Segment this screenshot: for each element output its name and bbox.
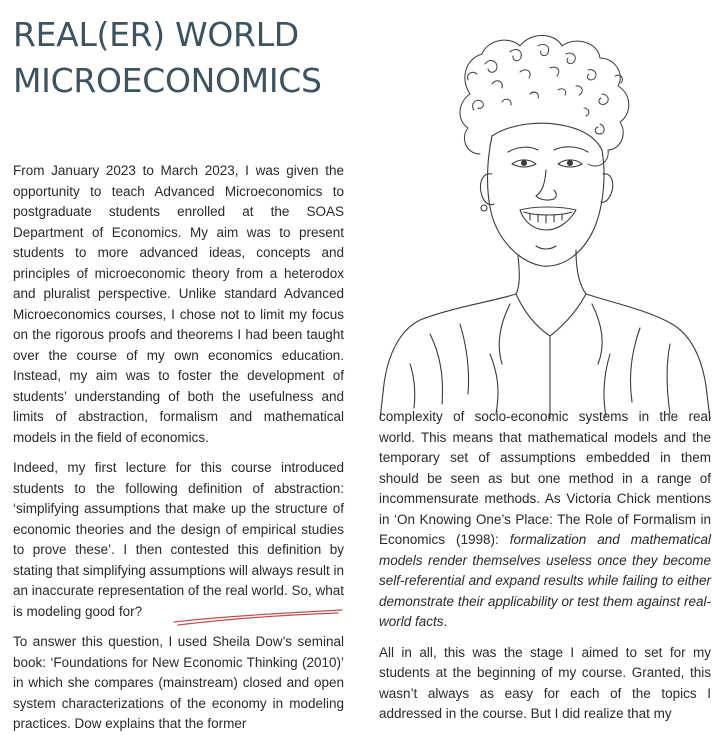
face-outline xyxy=(480,123,612,266)
right-paragraph-1-text: complexity of socio-economic systems in the real world. This means that mathematical models and the temporary set of assumptions embedded in them should be seen as but one method in a range of incommensurate methods. As Victoria Chick mentions in ‘On Knowing One’s Place: The Role of Formalism in Economics (1998): xyxy=(379,409,711,547)
title-line-2: MICROECONOMICS xyxy=(13,61,322,100)
right-column xyxy=(379,407,711,725)
portrait-illustration xyxy=(370,24,720,424)
article-title xyxy=(13,12,322,104)
chick-quote: formalization and mathematical models render themselves useless once they become self-referential and expand results while failing to either demonstrate their applicability or test them against real-world facts xyxy=(379,532,711,629)
left-paragraph-1: From January 2023 to March 2023, I was given the opportunity to teach Advanced Microeconomics to postgraduate students enrolled at the SOAS Department of Economics. My aim was to present students to more advanced ideas, concepts and principles of microeconomic theory from a heterodox and pluralist perspective. Unlike standard Advanced Microeconomics courses, I chose not to limit my focus on the rigorous proofs and theorems I had been taught over the course of my own economics education. Instead, my aim was to foster the development of students’ understanding of both the usefulness and limits of abstraction, formalism and mathematical models in the field of economics. xyxy=(13,163,344,445)
hair-curls xyxy=(460,36,629,167)
hand-drawn-underline xyxy=(170,600,346,630)
left-paragraph-3: To answer this question, I used Sheila Dow’s seminal book: ‘Foundations for New Economic Thinking (2010)’ in which she compares (mainstream) closed and open system characterizations of the economy in modeling practices. Dow explains that the former xyxy=(13,634,344,731)
left-column xyxy=(13,161,344,735)
neck-and-shirt xyxy=(380,250,710,419)
left-paragraph-2: Indeed, my first lecture for this course introduced students to the following definition of abstraction: ‘simplifying assumptions that make up the structure of economic theories and the design of empirical studies to prove these’. I then contested this definition by stating that simplifying assumptions will always result in an inaccurate representation of the real world. So, what is modeling good for? xyxy=(13,460,344,619)
right-paragraph-2: All in all, this was the stage I aimed to set for my students at the beginning of my course. Granted, this wasn’t always as easy for each of the topics I addressed in the course. But I did realize that my xyxy=(379,644,711,721)
right-paragraph-1-end: . xyxy=(443,614,448,629)
title-line-1: REAL(ER) WORLD xyxy=(13,15,299,54)
right-paragraph-1 xyxy=(379,407,711,633)
